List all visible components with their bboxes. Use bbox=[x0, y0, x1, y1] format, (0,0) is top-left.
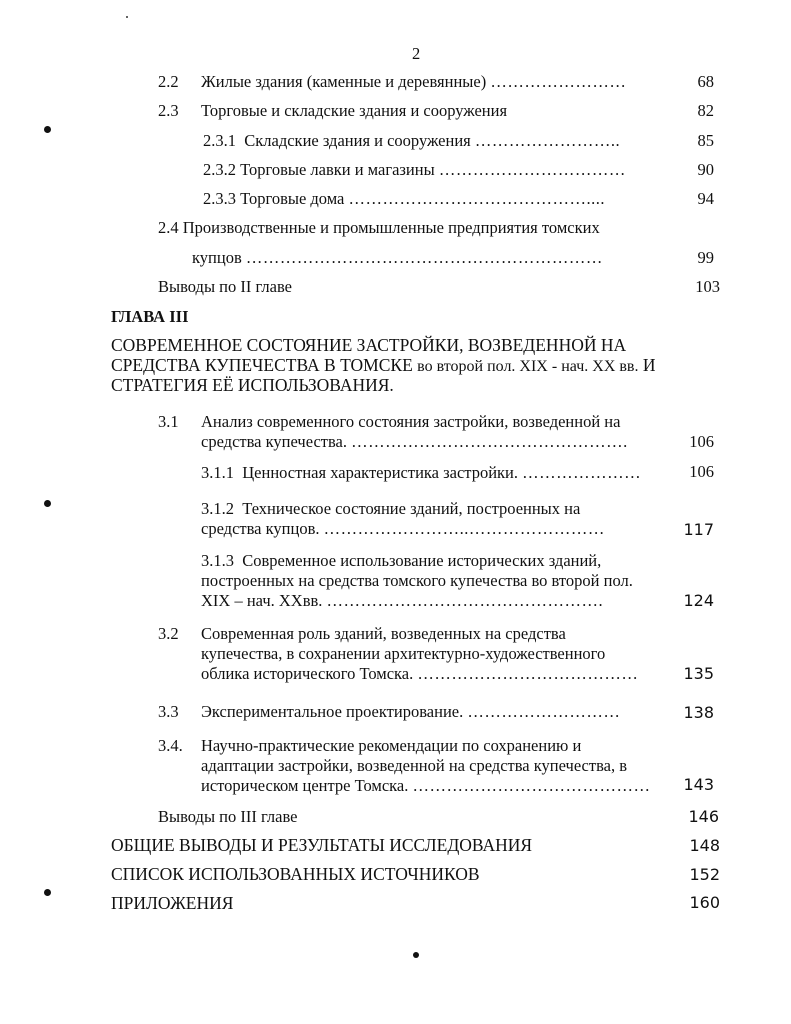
toc-number: 3.1.1 bbox=[201, 463, 234, 482]
toc-number: 2.2 bbox=[158, 72, 179, 91]
toc-title: Торговые и складские здания и сооружения bbox=[201, 101, 508, 120]
toc-title-cont: купцов ……………………………………………………… bbox=[192, 248, 603, 267]
chapter-title: СРЕДСТВА КУПЕЧЕСТВА В ТОМСКЕ во второй пол. XIX - нач. XX вв. И bbox=[111, 355, 656, 375]
toc-title-cont: облика исторического Томска. ………………………………… bbox=[201, 664, 639, 683]
toc-page-number: 106 bbox=[689, 432, 714, 451]
toc-page-number: 135 bbox=[683, 664, 714, 683]
toc-number: 3.3 bbox=[158, 702, 179, 721]
toc-title: Экспериментальное проектирование. ……………………… bbox=[201, 702, 621, 721]
binder-mark bbox=[44, 889, 51, 896]
chapter-label: ГЛАВА III bbox=[111, 307, 189, 326]
toc-title: Научно-практические рекомендации по сохранению и bbox=[201, 736, 582, 755]
chapter-title: СОВРЕМЕННОЕ СОСТОЯНИЕ ЗАСТРОЙКИ, ВОЗВЕДЕННОЙ НА bbox=[111, 335, 627, 355]
toc-page-number: 85 bbox=[697, 131, 714, 150]
toc-page-number: 143 bbox=[683, 775, 714, 794]
toc-title-cont: средства купечества. …………………………………………. bbox=[201, 432, 628, 451]
toc-title-cont: XIX – нач. XXвв. …………………………………………. bbox=[201, 591, 604, 610]
toc-title-cont: купечества, в сохранении архитектурно-художественного bbox=[201, 644, 606, 663]
toc-page-number: 68 bbox=[697, 72, 714, 91]
toc-page-number: 124 bbox=[683, 591, 714, 610]
toc-title: ПРИЛОЖЕНИЯ bbox=[111, 893, 234, 913]
toc-title-cont: построенных на средства томского купечества во второй пол. bbox=[201, 571, 633, 590]
toc-number: 3.4. bbox=[158, 736, 183, 755]
toc-title: Современная роль зданий, возведенных на средства bbox=[201, 624, 566, 643]
toc-page-number: 103 bbox=[695, 277, 720, 296]
toc-number: 3.2 bbox=[158, 624, 179, 643]
toc-page-number: 94 bbox=[697, 189, 714, 208]
toc-title: Анализ современного состояния застройки, возведенной на bbox=[201, 412, 621, 431]
toc-number: 2.3.3 bbox=[203, 189, 236, 208]
toc-number: 2.3.2 bbox=[203, 160, 236, 179]
toc-title: ОБЩИЕ ВЫВОДЫ И РЕЗУЛЬТАТЫ ИССЛЕДОВАНИЯ bbox=[111, 835, 533, 855]
toc-title: СПИСОК ИСПОЛЬЗОВАННЫХ ИСТОЧНИКОВ bbox=[111, 864, 480, 884]
toc-title: 3.1.1 Ценностная характеристика застройки. ………………… bbox=[201, 463, 642, 482]
toc-title: Выводы по II главе bbox=[158, 277, 292, 296]
toc-page-number: 90 bbox=[697, 160, 714, 179]
binder-mark bbox=[44, 500, 51, 507]
toc-title: 2.3.3 Торговые дома …………………………………….... bbox=[203, 189, 606, 208]
chapter-title: СТРАТЕГИЯ ЕЁ ИСПОЛЬЗОВАНИЯ. bbox=[111, 375, 394, 395]
toc-number: 2.4 bbox=[158, 218, 179, 237]
page-number: 2 bbox=[412, 44, 421, 63]
toc-number: 3.1 bbox=[158, 412, 179, 431]
toc-title: 2.3.1 Складские здания и сооружения …………………….. bbox=[203, 131, 621, 150]
toc-title: 3.1.3 Современное использование исторических зданий, bbox=[201, 551, 602, 570]
binder-mark bbox=[44, 126, 51, 133]
toc-page-number: 160 bbox=[689, 893, 720, 912]
toc-title-cont: историческом центре Томска. …………………………………… bbox=[201, 776, 651, 795]
toc-title: 2.3.2 Торговые лавки и магазины …………………………… bbox=[203, 160, 626, 179]
toc-page-number: 117 bbox=[683, 520, 714, 539]
toc-title: Жилые здания (каменные и деревянные) …………………… bbox=[201, 72, 627, 91]
toc-title: 3.1.2 Техническое состояние зданий, построенных на bbox=[201, 499, 581, 518]
toc-number: 2.3 bbox=[158, 101, 179, 120]
toc-title: 2.4 Производственные и промышленные предприятия томских bbox=[158, 218, 600, 237]
toc-title-cont: адаптации застройки, возведенной на средства купечества, в bbox=[201, 756, 628, 775]
toc-number: 3.1.2 bbox=[201, 499, 234, 518]
toc-page-number: 148 bbox=[689, 836, 720, 855]
toc-title: Выводы по III главе bbox=[158, 807, 298, 826]
toc-number: 2.3.1 bbox=[203, 131, 236, 150]
toc-page-number: 138 bbox=[683, 703, 714, 722]
toc-page-number: 152 bbox=[689, 865, 720, 884]
toc-page-number: 106 bbox=[689, 462, 714, 481]
toc-page-number: 146 bbox=[688, 807, 719, 826]
speck bbox=[126, 16, 128, 18]
toc-page-number: 82 bbox=[697, 101, 714, 120]
toc-page-number: 99 bbox=[697, 248, 714, 267]
toc-title-cont: средства купцов. ……………………..…………………… bbox=[201, 519, 605, 538]
binder-mark bbox=[413, 952, 419, 958]
toc-number: 3.1.3 bbox=[201, 551, 234, 570]
